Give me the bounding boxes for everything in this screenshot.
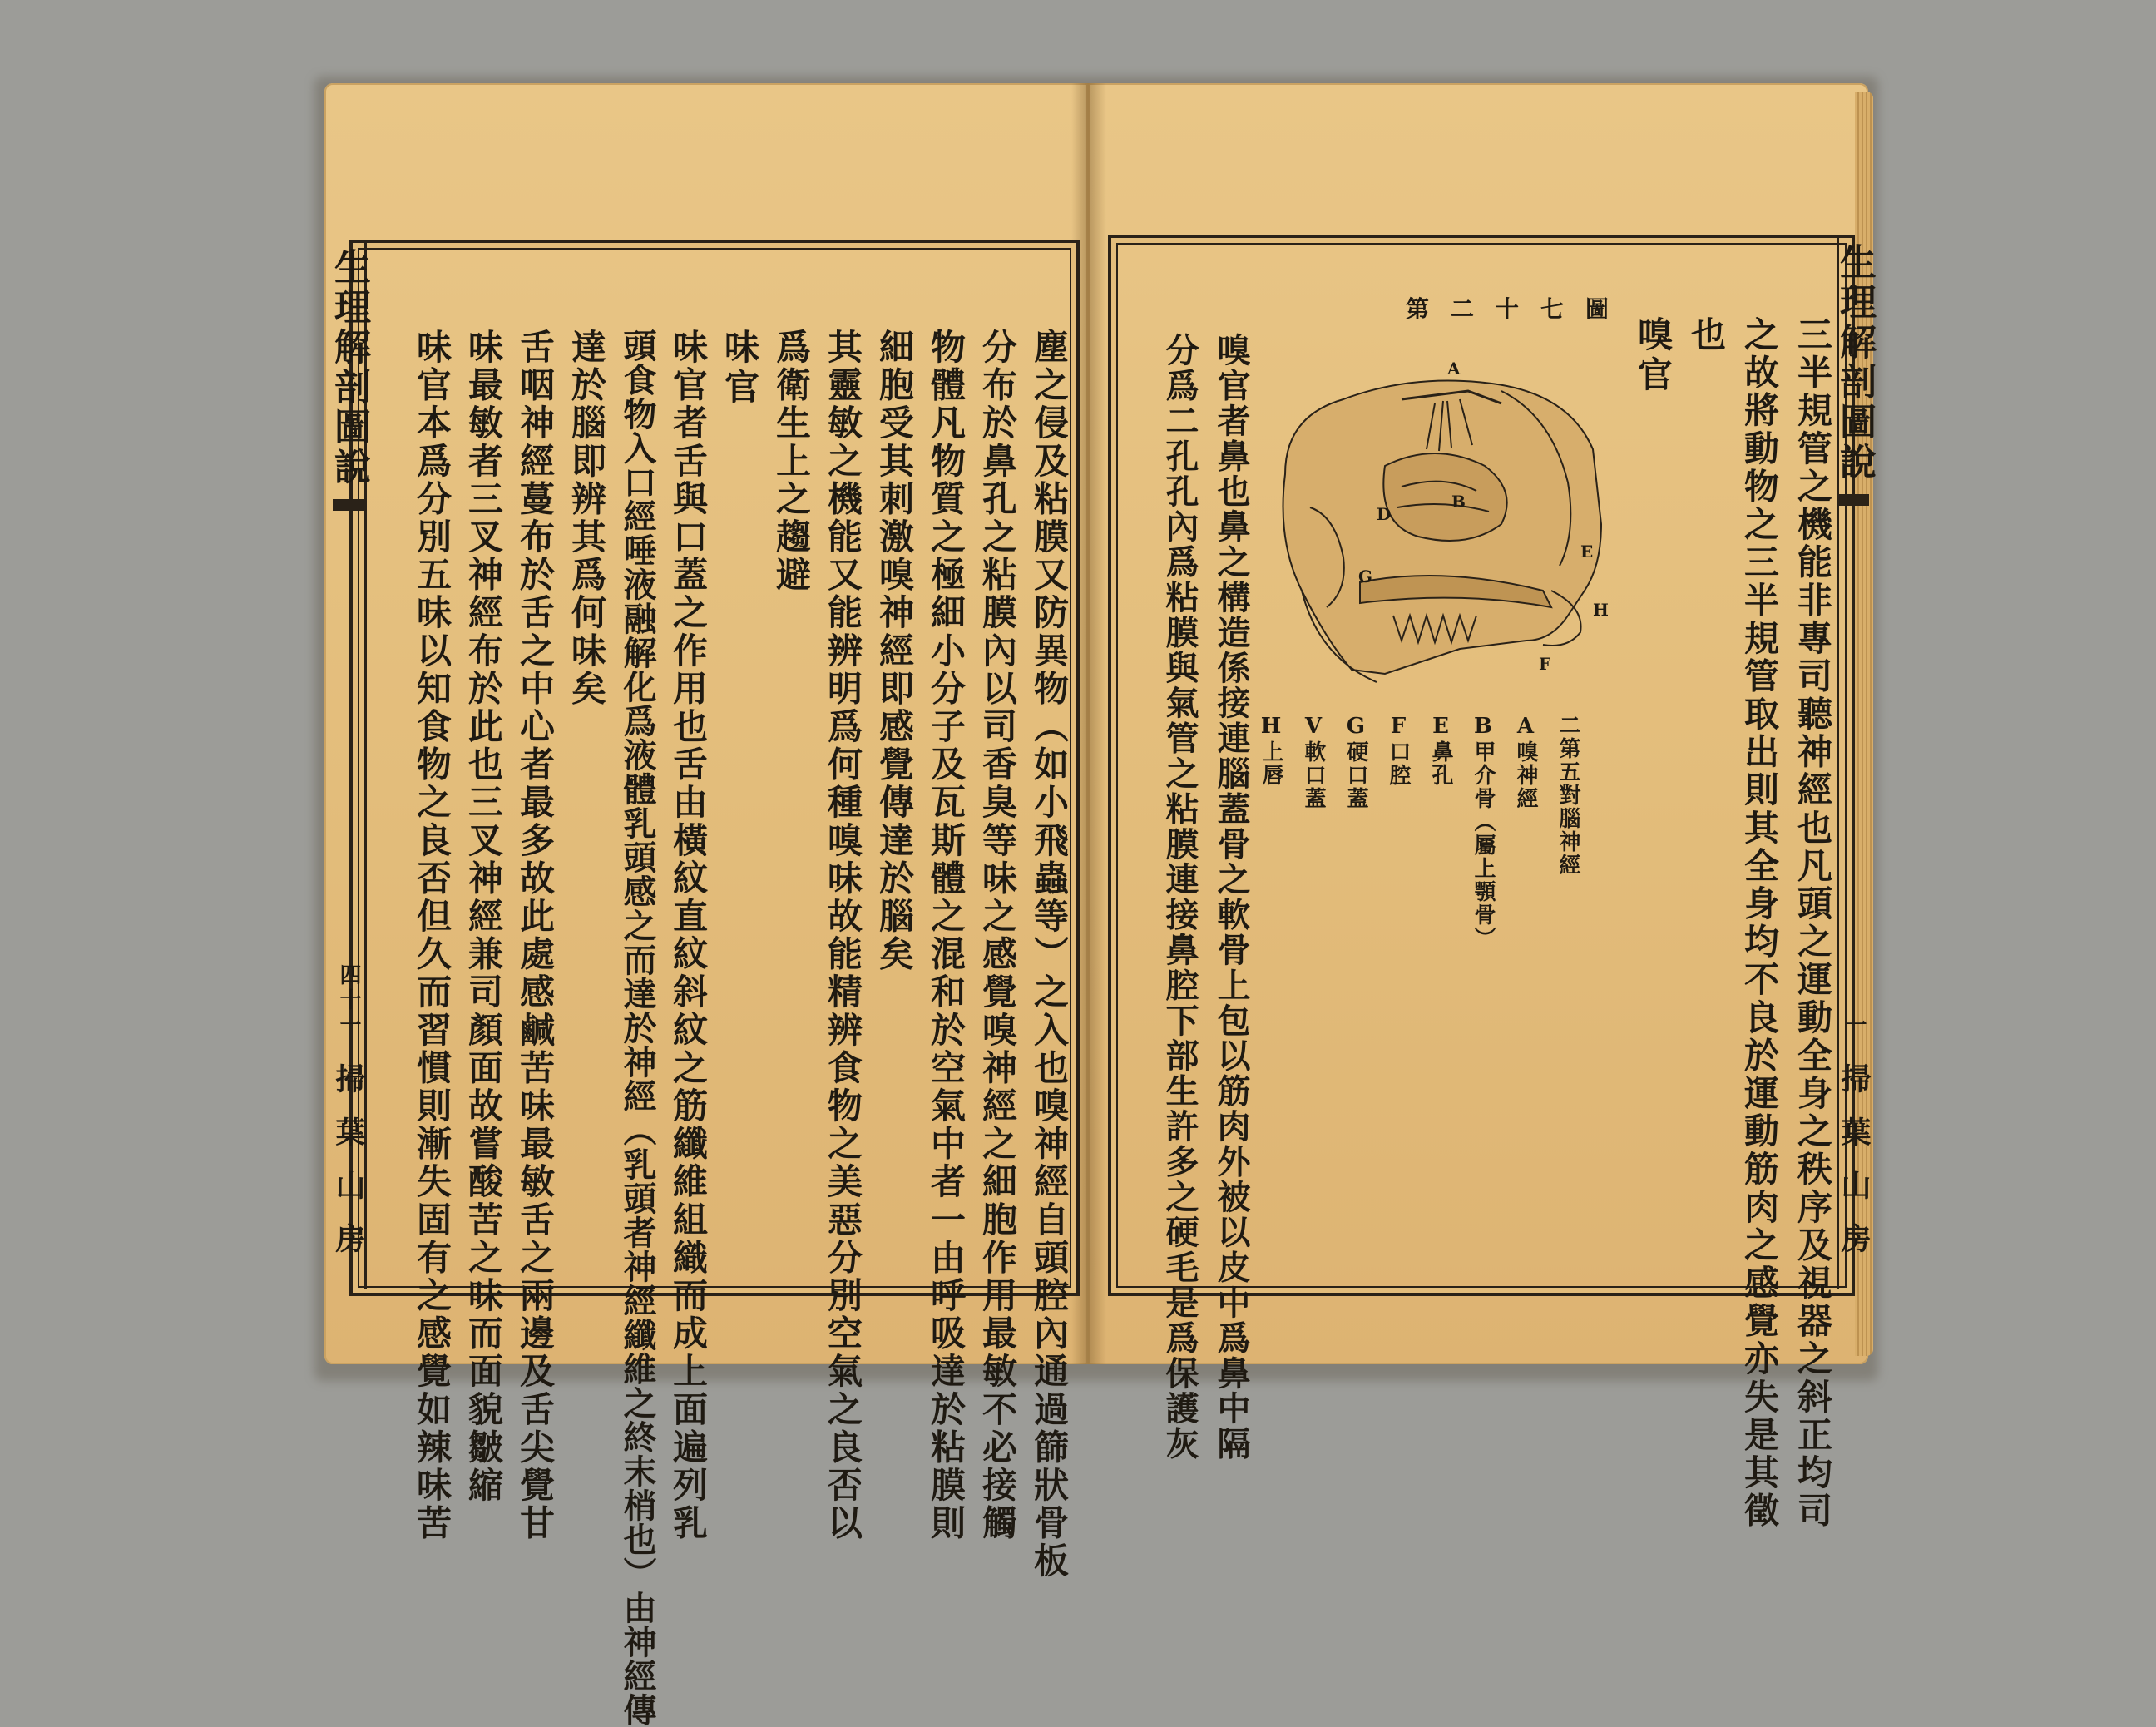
right-page-text-upper (1580, 316, 1833, 1531)
label-h: H (1593, 600, 1609, 620)
legend-item: A嗅神經 (1513, 714, 1538, 810)
text-column: 物體凡物質之極細小分子及瓦斯體之混和於空氣中者一由呼吸達於粘膜則 (926, 329, 967, 1543)
legend-item: 二第五對腦神經 (1555, 714, 1580, 877)
text-column: 爲衛生上之趨避 (771, 329, 812, 595)
text-column: 塵之侵及粘膜又防異物（如小飛蟲等）之入也嗅神經自頭腔內通過篩狀骨板 (1029, 329, 1070, 1581)
text-column: 分爲二孔孔內爲粘膜與氣管之粘膜連接鼻腔下部生許多之硬毛是爲保護灰 (1160, 333, 1199, 1462)
left-page-margin-strip (328, 240, 370, 1289)
page-number: 四十一 (336, 963, 361, 1038)
legend-item: E鼻孔 (1428, 714, 1453, 787)
legend-item: H上唇 (1258, 714, 1283, 787)
legend-item: B甲介骨（屬上顎骨） (1471, 714, 1496, 950)
fishtail-mark (333, 499, 364, 511)
text-column: 細胞受其刺激嗅神經即感覺傳達於腦矣 (874, 329, 915, 974)
running-title: 生理解剖圖說 (1833, 243, 1876, 482)
label-g: G (1358, 567, 1373, 586)
text-column: 其靈敏之機能又能辨明爲何種嗅味故能精辨食物之美惡分別空氣之良否以 (823, 329, 863, 1543)
text-column: 味官者舌與口蓋之作用也舌由橫紋直紋斜紋之筋纖維組織而成上面遍列乳 (668, 329, 709, 1543)
text-column: 三半規管之機能非專司聽神經也凡頭之運動全身之秩序及視器之斜正均司 (1793, 316, 1833, 1531)
legend-item: V軟口蓋 (1301, 714, 1326, 810)
nasal-cavity-illustration (1252, 341, 1618, 690)
label-b: B (1451, 492, 1466, 512)
right-page-margin-strip (1833, 235, 1876, 1289)
text-column: 達於腦即辨其爲何味矣 (566, 329, 607, 708)
publisher-name: 掃葉山房 (331, 1063, 366, 1276)
right-page-text-lower (1140, 333, 1251, 1462)
text-column: 味官本爲分別五味以知食物之良否但久而習慣則漸失固有之感覺如辣味苦 (412, 329, 452, 1543)
publisher-name: 掃葉山房 (1837, 1063, 1872, 1276)
text-column: 之故將動物之三半規管取出則其全身均不良於運動筋肉之感覺亦失是其徵 (1739, 316, 1780, 1531)
left-page-text (376, 329, 1070, 1727)
legend-item: F口腔 (1386, 714, 1411, 787)
label-a: A (1447, 359, 1461, 379)
running-title: 生理解剖圖說 (328, 248, 370, 487)
figure-caption: 第二十七圖 (1406, 295, 1631, 323)
text-column: 味最敏者三叉神經布於此也三叉神經兼司顏面故嘗酸苦之味而面貌皺縮 (463, 329, 504, 1505)
label-d: D (1377, 504, 1392, 524)
legend-item: G硬口蓋 (1343, 714, 1368, 810)
text-column: 舌咽神經蔓布於舌之中心者最多故此處感鹹苦味最敏舌之兩邊及舌尖覺甘 (515, 329, 556, 1543)
text-column: 頭食物入口經唾液融解化爲液體乳頭感之而達於神經（乳頭者神經纖維之終末梢也）由神經傳 (618, 329, 657, 1727)
section-heading: 味官 (719, 329, 760, 408)
text-column: 嗅官者鼻也鼻之構造係接連腦蓋骨之軟骨上包以筋肉外被以皮中爲鼻中隔 (1212, 333, 1251, 1462)
label-e: E (1580, 542, 1594, 562)
text-column: 分布於鼻孔之粘膜內以司香臭等味之感覺嗅神經之細胞作用最敏不必接觸 (977, 329, 1018, 1543)
fishtail-mark (1839, 494, 1869, 506)
figure-legend (1256, 714, 1584, 950)
page-number: 一 (1842, 1013, 1867, 1038)
text-column: 也 (1686, 316, 1727, 354)
label-f: F (1539, 654, 1551, 674)
section-heading: 嗅官 (1633, 316, 1674, 396)
